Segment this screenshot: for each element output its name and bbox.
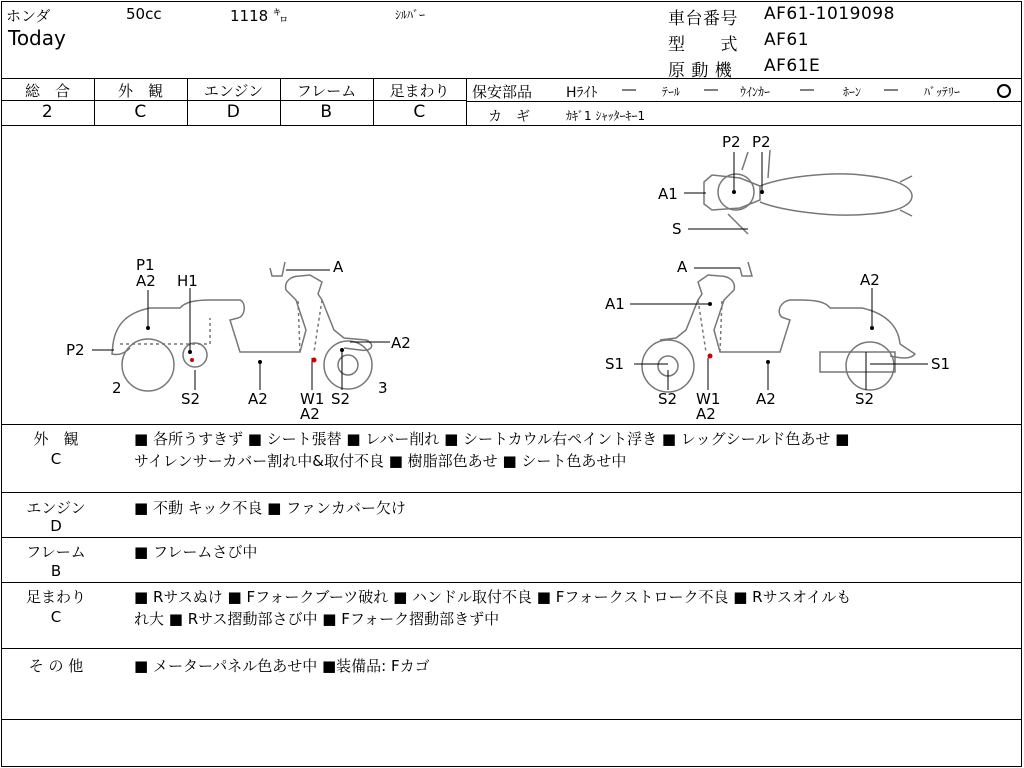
grade-value-engine: D	[226, 102, 241, 122]
table-divider	[1, 424, 1022, 425]
displacement: 50cc	[126, 5, 162, 23]
note-suspension-line2: れ大 ■ Rサス摺動部さび中 ■ Fフォーク摺動部きず中	[134, 610, 500, 628]
table-divider	[1, 78, 1022, 79]
model-name: Today	[8, 26, 66, 50]
grade-label-suspension: 足まわり	[389, 82, 450, 100]
table-divider	[1, 719, 1022, 720]
note-exterior-label: 外 観	[33, 430, 79, 448]
safety-winker-value: ―	[800, 82, 814, 98]
table-divider	[467, 101, 1022, 102]
safety-winker: ｳｲﾝｶｰ	[740, 85, 771, 99]
note-frame-label: フレーム	[26, 543, 86, 561]
table-divider	[1, 492, 1022, 493]
safety-headlight-value: ―	[622, 82, 636, 98]
safety-horn-value: ―	[884, 82, 898, 98]
engine-label: 原 動 機	[668, 61, 733, 81]
grade-value-overall: 2	[41, 102, 54, 122]
left-w1-label: W1	[300, 390, 325, 408]
right-a2-bottom-label: A2	[756, 390, 776, 408]
right-a1-label: A1	[605, 295, 625, 313]
left-p1-label: P1	[136, 256, 155, 274]
note-exterior-line2: サイレンサーカバー割れ中&取付不良 ■ 樹脂部色あせ ■ シート色あせ中	[134, 452, 627, 470]
safety-tail-value: ―	[704, 82, 718, 98]
grade-label-exterior: 外 観	[117, 82, 163, 100]
note-engine-label: エンジン	[26, 499, 86, 517]
left-p2-label: P2	[66, 341, 85, 359]
safety-label: 保安部品	[472, 83, 533, 101]
note-suspension-grade: C	[50, 608, 62, 626]
left-s2-rear-label: S2	[181, 390, 201, 408]
note-exterior-line1: ■ 各所うすきず ■ シート張替 ■ レバー削れ ■ シートカウル右ペイント浮き ■ レッグシールド色あせ ■	[134, 430, 850, 448]
left-h1-label: H1	[177, 272, 198, 290]
type-label: 型 式	[668, 35, 738, 55]
safety-headlight: Hﾗｲﾄ	[566, 85, 598, 101]
right-s2-front-label: S2	[658, 390, 678, 408]
right-a2-w-label: A2	[696, 405, 716, 423]
grade-value-frame: B	[320, 102, 333, 122]
right-s2-rear-label: S2	[855, 390, 875, 408]
table-divider	[1, 582, 1022, 583]
note-suspension-line1: ■ Rサスぬけ ■ Fフォークブーツ破れ ■ ハンドル取付不良 ■ Fフォークストローク不良 ■ Rサスオイルも	[134, 588, 852, 606]
engine-value: AF61E	[764, 56, 821, 76]
grade-label-frame: フレーム	[296, 82, 357, 100]
note-other-line1: ■ メーターパネル色あせ中 ■装備品: Fカゴ	[134, 657, 430, 675]
grade-value-exterior: C	[134, 102, 147, 122]
left-a2-top-label: A2	[136, 272, 156, 290]
left-a2-w-label: A2	[300, 405, 320, 423]
safety-battery: ﾊﾞｯﾃﾘｰ	[924, 85, 961, 99]
frame-no: AF61-1019098	[764, 4, 895, 24]
grade-label-engine: エンジン	[203, 82, 264, 100]
grade-label-overall: 総 合	[24, 82, 70, 100]
note-engine-line1: ■ 不動 キック不良 ■ ファンカバー欠け	[134, 499, 406, 517]
mileage: 1118 ㌔	[230, 7, 288, 25]
make: ホンダ	[6, 7, 51, 25]
right-s1-front-label: S1	[605, 355, 625, 373]
top-a1-label: A1	[658, 185, 678, 203]
note-exterior-grade: C	[50, 450, 62, 468]
right-s1-rear-label: S1	[931, 355, 951, 373]
frame-no-label: 車台番号	[668, 9, 738, 29]
top-s-label: S	[672, 220, 682, 238]
battery-ok-circle-icon	[997, 84, 1011, 98]
type-value: AF61	[764, 30, 810, 50]
note-suspension-label: 足まわり	[25, 588, 86, 606]
left-a2-bottom-label: A2	[248, 390, 268, 408]
left-s2-front-label: S2	[331, 390, 351, 408]
note-other-label: そ の 他	[28, 657, 84, 675]
key-label: カ ギ	[488, 109, 530, 125]
color: ｼﾙﾊﾞｰ	[395, 8, 426, 22]
right-a-label: A	[677, 258, 688, 276]
note-frame-grade: B	[50, 562, 62, 580]
key-value: ｶｷﾞ1 ｼｬｯﾀｰｷｰ1	[566, 109, 646, 123]
note-frame-line1: ■ フレームさび中	[134, 543, 258, 561]
note-engine-grade: D	[50, 517, 62, 535]
top-p2b-label: P2	[752, 133, 771, 151]
right-w1-label: W1	[696, 390, 721, 408]
table-divider	[466, 78, 467, 125]
table-divider	[1, 648, 1022, 649]
table-divider	[1, 537, 1022, 538]
left-a2-front-label: A2	[391, 334, 411, 352]
safety-tail: ﾃｰﾙ	[662, 85, 681, 99]
left-a-label: A	[333, 258, 344, 276]
left-num2-label: 2	[112, 379, 122, 397]
left-num3-label: 3	[378, 379, 388, 397]
scooter-diagram	[0, 126, 1024, 424]
top-p2a-label: P2	[722, 133, 741, 151]
safety-horn: ﾎｰﾝ	[843, 85, 862, 99]
right-a2-seat-label: A2	[860, 271, 880, 289]
grade-value-suspension: C	[413, 102, 426, 122]
